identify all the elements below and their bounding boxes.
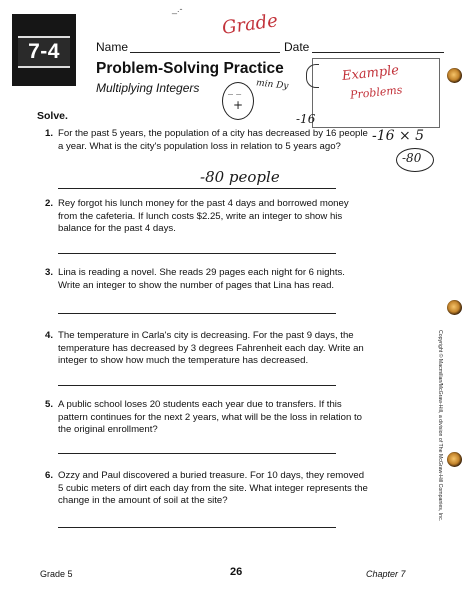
lesson-badge [12,14,76,86]
problem-number: 4. [45,330,54,341]
lesson-badge-label: 7-4 [18,36,70,68]
solve-label: Solve. [37,110,68,122]
punch-hole-icon [447,300,462,315]
problem-2 [45,198,368,236]
answer-line-3[interactable] [58,313,336,314]
sticky-line-1: Example [341,63,400,84]
answer-line-1[interactable] [58,188,336,189]
problem-text: A public school loses 20 students each year due to transfers. If this pattern continues for the next 2 years, what will be the loss in relation to the original enrollment? [58,399,362,436]
date-field[interactable] [312,52,444,53]
punch-hole-icon [447,452,462,467]
answer-line-6[interactable] [58,527,336,528]
problem-1-margin-result: -80 [402,151,422,165]
problem-6 [45,470,368,508]
problem-text: Rey forgot his lunch money for the past 4 days and borrowed money from the cafeteria. If lunch costs $2.25, write an integer to show his balance for the past 4 days. [58,198,349,235]
problem-number: 3. [45,267,54,278]
problem-text: Ozzy and Paul discovered a buried treasure. For 10 days, they removed 5 cubic meters of dirt each day from the site. What integer represents the change in the amount of soil at the site? [58,470,368,507]
grade-handwriting: Grade [220,10,280,39]
punch-hole-icon [447,68,462,83]
problem-4 [45,330,368,368]
problem-text: The temperature in Carla's city is decreasing. For the past 9 days, the temperature has decreased by 3 degrees Fahrenheit each day. Write an integer to show how much the temperature has decreased. [58,330,364,367]
problem-number: 5. [45,399,54,410]
answer-line-2[interactable] [58,253,336,254]
date-label: Date [284,40,310,54]
sticky-line-2: Problems [349,83,403,102]
answer-line-5[interactable] [58,453,336,454]
top-mark: _.- [172,4,183,14]
problem-number: 1. [45,128,54,139]
problem-number: 6. [45,470,54,481]
copyright-notice: Copyright © Macmillan/McGraw-Hill, a division of The McGraw-Hill Companies, Inc. [437,330,443,522]
footer-chapter: Chapter 7 [366,569,406,579]
problem-3 [45,267,368,292]
problem-1-margin-above: -16 [296,112,316,126]
page-title: Problem-Solving Practice [96,60,284,77]
sign-rule-note: min Dy [255,78,289,92]
footer-page-number: 26 [230,566,243,578]
problem-text: For the past 5 years, the population of a city has decreased by 16 people a year. What is the city's population loss in relation to 5 years ago? [58,128,368,152]
problem-text: Lina is reading a novel. She reads 29 pages each night for 6 nights. Write an integer to show the number of pages that Lina has read. [58,267,345,291]
sign-rule-bottom: + [233,98,244,112]
name-label: Name [96,40,129,54]
sign-rule-top: _ _ [228,84,242,95]
problem-5 [45,399,368,437]
sticky-bracket [306,64,319,88]
problem-1-margin-expr: -16 × 5 [372,128,425,144]
problem-number: 2. [45,198,54,209]
name-field[interactable] [130,52,280,53]
page-subtitle: Multiplying Integers [96,81,200,95]
problem-1-answer: -80 people [200,168,280,186]
answer-line-4[interactable] [58,385,336,386]
problem-1 [45,128,368,153]
footer-grade: Grade 5 [40,569,73,579]
